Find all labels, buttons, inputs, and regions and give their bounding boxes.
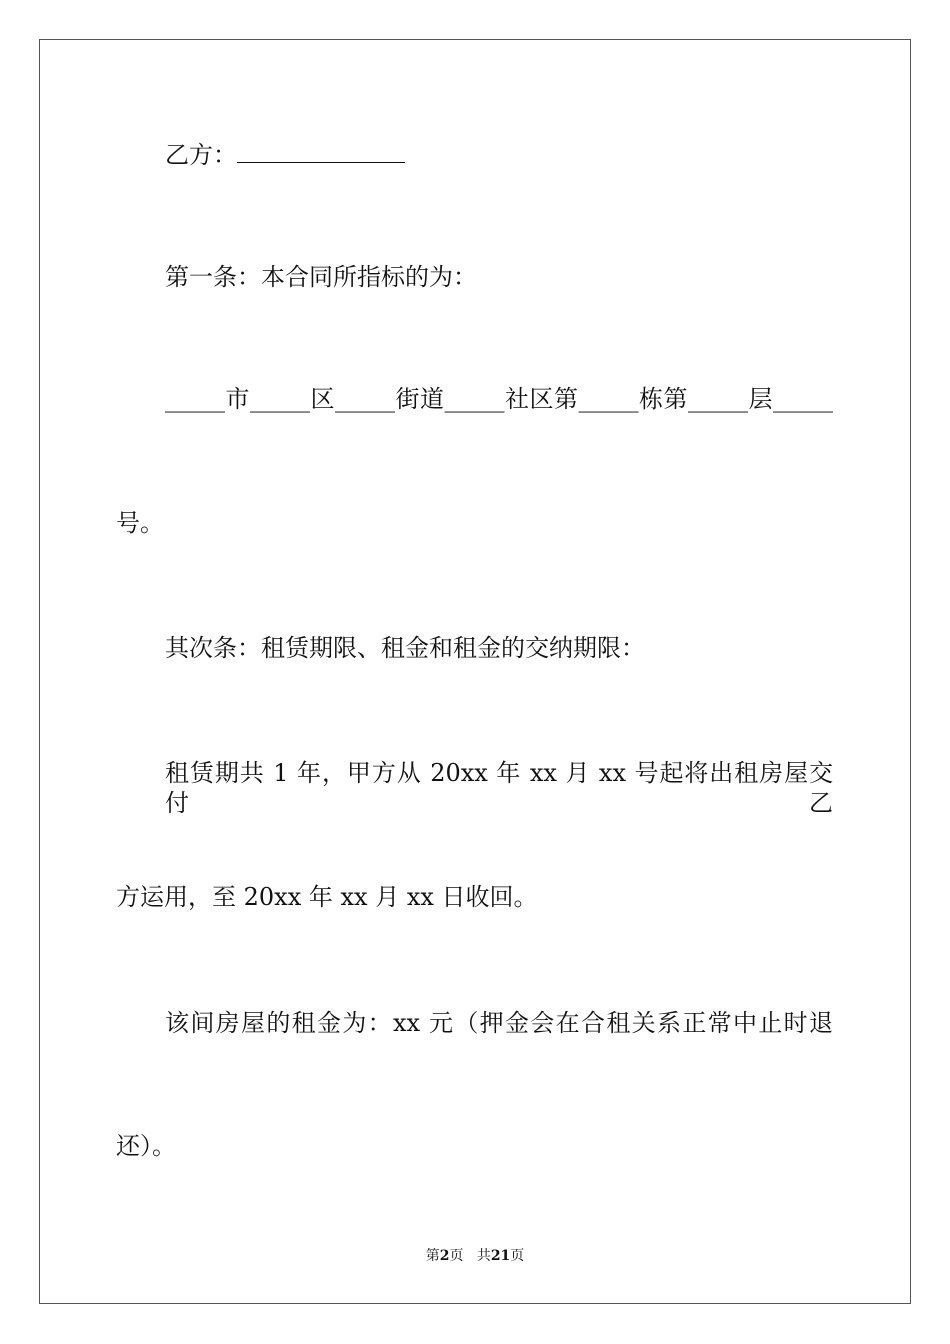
page-footer	[0, 1246, 950, 1266]
article-2-title: 其次条：租赁期限、租金和租金的交纳期限：	[165, 634, 645, 662]
article-2-period-line-2: 方运用，至 20xx 年 xx 月 xx 日收回。	[116, 883, 538, 911]
total-suffix: 页	[510, 1248, 525, 1264]
article-1-address-tail: 号。	[116, 509, 164, 537]
total-prefix: 共	[476, 1248, 491, 1264]
party-b-line	[165, 140, 405, 170]
page-total: 21	[490, 1248, 511, 1264]
party-b-label: 乙方：	[165, 141, 237, 169]
article-2-rent-line-1: 该间房屋的租金为：xx 元（押金会在合租关系正常中止时退	[165, 1009, 833, 1037]
article-2-period-line-1: 租赁期共 1 年，甲方从 20xx 年 xx 月 xx 号起将出租房屋交付乙	[165, 759, 833, 817]
party-b-blank	[237, 140, 405, 163]
page-prefix: 第	[425, 1248, 440, 1264]
article-1-title: 第一条：本合同所指标的为：	[165, 263, 477, 291]
article-1-address-line: _____市_____区_____街道_____社区第_____栋第_____层_____	[165, 385, 833, 413]
article-2-rent-line-2: 还）。	[116, 1132, 176, 1160]
page-suffix: 页	[449, 1248, 464, 1264]
page-current: 2	[439, 1248, 450, 1264]
page-border	[39, 39, 911, 1304]
